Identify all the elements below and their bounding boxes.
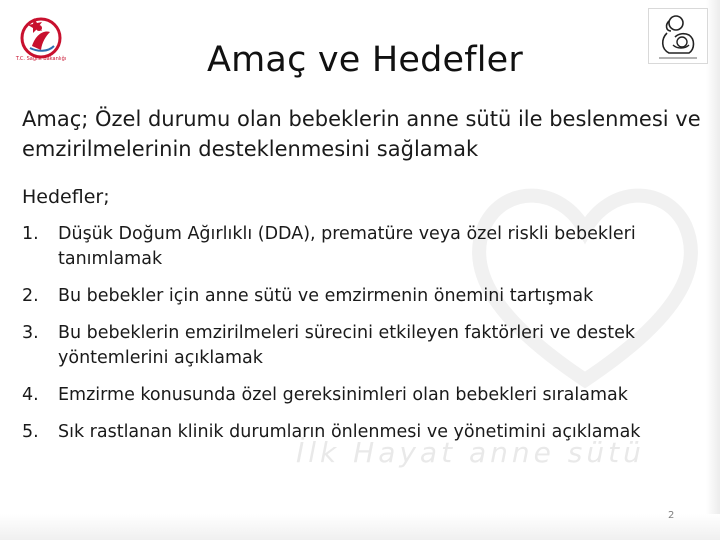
list-item-text: Bu bebekler için anne sütü ve emzirmenin önemini tartışmak bbox=[58, 286, 594, 306]
list-item bbox=[22, 222, 712, 272]
aim-paragraph: Amaç; Özel durumu olan bebeklerin anne sütü ile beslenmesi ve emzirilmelerinin desteklenmesini sağlamak bbox=[22, 107, 701, 161]
watermark-text: İlk Hayat anne sütü bbox=[296, 436, 645, 469]
list-item bbox=[22, 420, 712, 445]
goals-list bbox=[22, 222, 712, 445]
list-item-number: 2. bbox=[22, 286, 39, 306]
list-item-number: 5. bbox=[22, 422, 39, 442]
slide-bottom-band bbox=[0, 514, 720, 540]
list-item-text: Emzirme konusunda özel gereksinimleri olan bebekleri sıralamak bbox=[58, 385, 628, 405]
list-item bbox=[22, 284, 712, 309]
list-item-number: 3. bbox=[22, 323, 39, 343]
list-item-text: Düşük Doğum Ağırlıklı (DDA), prematüre veya özel riskli bebekleri tanımlamak bbox=[58, 224, 636, 269]
list-item-number: 1. bbox=[22, 224, 39, 244]
list-item-text: Sık rastlanan klinik durumların önlenmesi ve yönetimini açıklamak bbox=[58, 422, 641, 442]
list-item bbox=[22, 383, 712, 408]
page-number: 2 bbox=[668, 510, 675, 521]
list-item-number: 4. bbox=[22, 385, 39, 405]
list-item bbox=[22, 321, 712, 371]
ministry-logo-text: T.C. Sağlık Bakanlığı bbox=[15, 56, 67, 62]
goals-heading: Hedefler; bbox=[22, 186, 110, 208]
slide-title: Amaç ve Hedefler bbox=[207, 40, 523, 80]
list-item-text: Bu bebeklerin emzirilmeleri sürecini etkileyen faktörleri ve destek yöntemlerini açıklamak bbox=[58, 323, 636, 368]
slide-content bbox=[22, 104, 712, 457]
